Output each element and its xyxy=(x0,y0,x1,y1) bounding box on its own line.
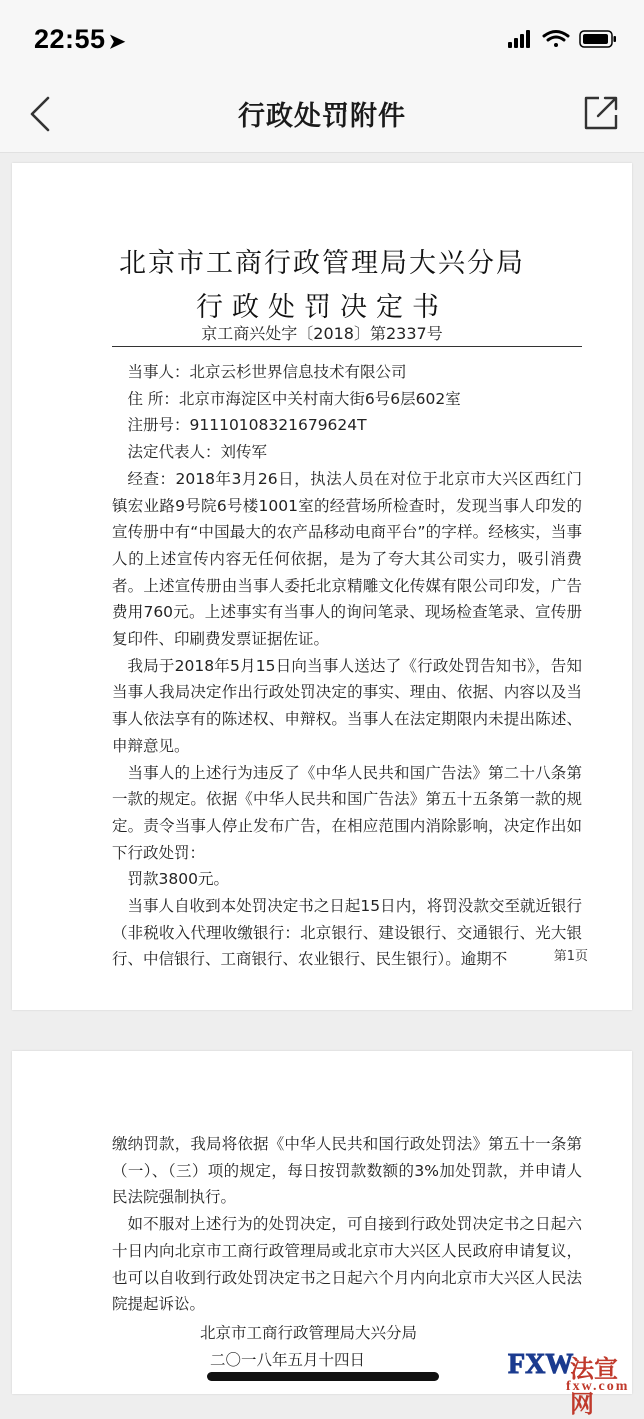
paragraph-fine: 罚款3800元。 xyxy=(127,870,229,889)
divider xyxy=(112,346,582,347)
document-page-1[interactable] xyxy=(12,163,632,1010)
status-time xyxy=(34,24,126,55)
home-indicator[interactable] xyxy=(207,1372,439,1381)
watermark-logo xyxy=(508,1345,638,1418)
watermark-brand-latin xyxy=(508,1349,573,1381)
cellular-signal-icon xyxy=(508,30,530,48)
party-line: 当事人：北京云杉世界信息技术有限公司 xyxy=(127,363,407,381)
status-bar xyxy=(0,0,644,72)
watermark-fx: FX xyxy=(508,1349,546,1380)
address-line: 住 所：北京市海淀区中关村南大街6号6层602室 xyxy=(127,389,461,408)
paragraph-notice: 我局于2018年5月15日向当事人送达了《行政处罚告知书》，告知当事人我局决定作出行政处罚决定的事实、理由、依据、内容以及当事人依法享有的陈述权、申辩权。当事人在法定期限内未提出陈述、申辩意见。 xyxy=(112,656,582,755)
document-body-page-1 xyxy=(112,359,582,973)
registration-line: 注册号：911101083216796​24T xyxy=(127,416,367,435)
paragraph-appeal: 如不服对上述行为的处罚决定，可自接到行政处罚决定书之日起六十日内向北京市工商行政管理局或北京市大兴区人民政府申请复议，也可以自收到行政处罚决定书之日起六个月内向北京市大兴区人民法院提起诉讼。 xyxy=(112,1215,582,1314)
document-body-page-2 xyxy=(112,1131,582,1373)
wifi-icon xyxy=(544,32,568,48)
location-arrow-icon: ➤ xyxy=(108,31,126,53)
status-icons xyxy=(508,28,618,50)
legal-rep-line: 法定代表人：刘传军 xyxy=(127,443,268,462)
watermark-w: W xyxy=(545,1349,574,1380)
document-title-heading: 行政处罚决定书 xyxy=(196,292,448,323)
page-title: 行政处罚附件 xyxy=(238,101,406,132)
page-number: 第1页 xyxy=(553,949,588,964)
nav-bar xyxy=(0,72,644,153)
document-issuer-heading: 北京市工商行政管理局大兴分局 xyxy=(119,248,525,279)
paragraph-late-payment: 缴纳罚款，我局将依据《中华人民共和国行政处罚法》第五十一条第（一）、（三）项的规定，每日按罚款数额的3%加处罚款，并申请人民法院强制执行。 xyxy=(112,1135,582,1207)
paragraph-violation: 当事人的上述行为违反了《中华人民共和国广告法》第二十八条第一款的规定。依据《中华人民共和国广告法》第五十五条第一款的规定。责令当事人停止发布广告，在相应范围内消除影响，决定作出如下行政处罚： xyxy=(112,763,582,862)
watermark-brand-chinese: 法宣网 xyxy=(570,1357,618,1418)
paragraph-findings: 经查：2018年3月26日，执法人员在对位于北京市大兴区西红门镇宏业路9号院6号楼1001室的经营场所检查时，发现当事人印发的宣传册中有“中国最大的农产品移动电商平台”的字样。经核实，当事人的上述宣传内容无任何依据，是为了夸大其公司实力，吸引消费者。上述宣传册由当事人委托北京精雕文化传媒有限公司印发，广告费用760元。上述事实有当事人的询问笔录、现场检查笔录、宣传册复印件、印刷费发票证据佐证。 xyxy=(112,469,582,649)
paragraph-payment: 当事人自收到本处罚决定书之日起15日内，将罚没款交至就近银行（非税收入代理收缴银行：北京银行、建设银行、交通银行、光大银行、中信银行、工商银行、农业银行、民生银行）。逾期不 xyxy=(112,897,582,969)
signature-org: 北京市工商行政管理局大兴分局 xyxy=(200,1323,418,1342)
time-text: 22:55 xyxy=(34,24,106,54)
battery-icon xyxy=(580,31,616,47)
document-page-2[interactable] xyxy=(12,1051,632,1394)
watermark-domain: fxw.com xyxy=(566,1379,630,1394)
signature-date: 二〇一八年五月十四日 xyxy=(210,1350,366,1369)
document-number: 京工商兴处字〔2018〕第2337号 xyxy=(201,324,443,343)
share-icon[interactable] xyxy=(582,94,620,132)
